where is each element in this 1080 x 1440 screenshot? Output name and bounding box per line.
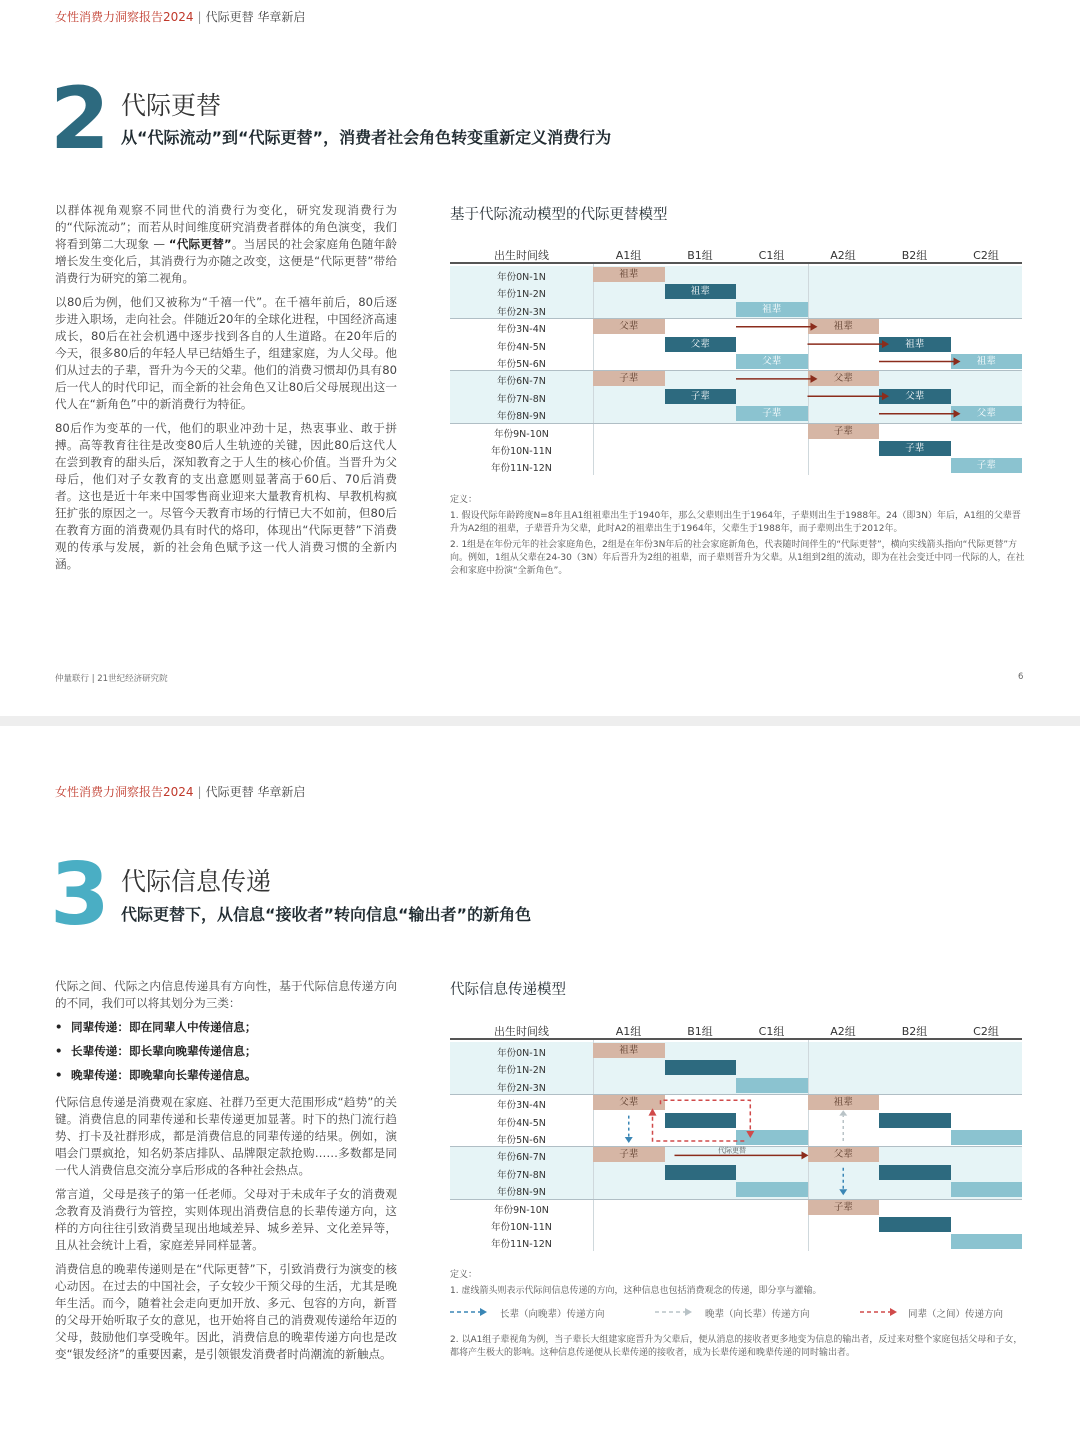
arrow-label: 代际更替 xyxy=(718,1146,746,1155)
row-label: 年份7N-8N xyxy=(497,1169,546,1181)
role-cell: 祖辈 xyxy=(951,354,1023,369)
row-label: 年份3N-4N xyxy=(497,324,546,336)
row-label: 年份6N-7N xyxy=(497,1152,546,1164)
arrow-legend xyxy=(450,1305,1025,1321)
role-cell: 子辈 xyxy=(808,424,880,439)
column-header: C2组 xyxy=(973,1025,999,1038)
column-header: C1组 xyxy=(758,249,785,262)
report-section: 代际更替 华章新启 xyxy=(205,10,306,24)
arrow-head xyxy=(649,1108,657,1115)
row-label: 年份1N-2N xyxy=(497,1065,546,1077)
definitions xyxy=(450,494,1025,581)
row-label: 年份0N-1N xyxy=(497,1048,546,1059)
running-header xyxy=(55,8,305,25)
role-cell: 祖辈 xyxy=(808,319,880,334)
row-label: 年份3N-4N xyxy=(497,1100,546,1112)
column-header: A1组 xyxy=(615,1025,642,1038)
role-cell: 父辈 xyxy=(879,389,951,404)
row-label: 年份10N-11N xyxy=(491,1222,552,1233)
intro-paragraph: 代际之间、代际之内信息传递具有方向性，基于代际信息传递方向的不同，我们可以将其划分为三类： xyxy=(55,979,397,1010)
arrow-head xyxy=(811,323,818,331)
column-header: B2组 xyxy=(901,1025,928,1038)
definitions-title: 定义： xyxy=(450,495,478,505)
definitions xyxy=(450,1269,1025,1301)
paragraph-text: 80后作为变革的一代，他们的职业冲劲十足，热衷事业、敢于拼搏。高等教育往往是改变80后人生轨迹的关键，因此80后这代人在尝到教育的甜头后，深知教育之于人生的核心价值。当晋升为父母后，他们对子女教育的支出意愿则显著高于60后、70后消费者。这也是近十年来中国零售商业迎来大量教育机构、早教机构疯狂扩张的原因之一。尽管今天教育市场的行情已大不如前，但80后在教育方面的消费观仍具有时代的烙印，体现出“代际更替”下消费观的传承与发展，新的社会角色赋予这一代人消费习惯的全新内涵。 xyxy=(55,421,397,571)
paragraph-text: 以群体视角观察不同世代的消费行为变化，研究发现消费行为的“代际流动”；而若从时间维度研究消费者群体的角色演变，我们将看到第二大现象 — xyxy=(55,203,397,251)
role-cell: 祖辈 xyxy=(736,302,808,317)
paragraph xyxy=(55,294,397,413)
row-label: 年份2N-3N xyxy=(497,306,546,318)
role-cell: 父辈 xyxy=(951,406,1023,421)
role-cell: 子辈 xyxy=(665,389,737,404)
definitions-title: 定义： xyxy=(450,1270,478,1280)
section-number: 2 xyxy=(50,69,110,169)
paragraph: 代际信息传递是消费观在家庭、社群乃至更大范围形成“趋势”的关键。消费信息的同辈传递和长辈传递更加显著。时下的热门流行趋势、打卡及社群形成，都是消费信息的同辈传递的结果。例如，演唱会门票疯抢，知名奶茶店排队、品牌限定款抢购……多数都是同一代人消费信息交流分享后形成的各种社会热点。 xyxy=(55,1095,397,1177)
row-label: 年份9N-10N xyxy=(494,1204,549,1216)
bullet-elder: • 长辈传递：即长辈向晚辈传递信息； xyxy=(55,1043,397,1060)
generation-grid xyxy=(450,244,1022,476)
transfer-types-list xyxy=(55,1019,397,1084)
row-label: 年份4N-5N xyxy=(497,341,546,353)
role-cell: 子辈 xyxy=(593,371,665,386)
definitions-2 xyxy=(450,1334,1025,1363)
page-number: 6 xyxy=(1018,672,1024,682)
bullet-junior: • 晚辈传递：即晚辈向长辈传递信息。 xyxy=(55,1067,397,1084)
row-label: 年份10N-11N xyxy=(491,446,552,457)
row-label: 年份11N-12N xyxy=(491,463,552,475)
report-brand: 女性消费力洞察报告2024 xyxy=(55,10,194,24)
definition-1: 1. 假设代际年龄跨度N=8年且A1组祖辈出生于1940年，那么父辈则出生于1964年，子辈则出生于1988年。24（即3N）年后，A1组的父辈晋升为A2组的祖辈，子辈晋升为父辈，此时A2的祖辈出生于1964年，父辈生于1988年，而子辈则出生于2012年。 xyxy=(450,511,1021,534)
paragraph: 常言道，父母是孩子的第一任老师。父母对于未成年子女的消费观念教育及消费行为管控，实则体现出消费信息的长辈传递方向，这样的方向往往引致消费呈现出地域差异、城乡差异、文化差异等，且从社会统计上看，家庭差异同样显著。 xyxy=(55,1187,397,1252)
role-cell: 子辈 xyxy=(808,1200,880,1215)
column-header: C1组 xyxy=(758,1025,785,1038)
role-cell: 祖辈 xyxy=(593,1043,665,1058)
column-header: C2组 xyxy=(973,249,999,262)
role-cell: 祖辈 xyxy=(879,337,951,352)
role-cell: 父辈 xyxy=(808,371,880,386)
role-cell: 父辈 xyxy=(665,337,737,352)
section-title: 代际信息传递 xyxy=(121,867,272,896)
transfer-grid xyxy=(450,1020,1022,1252)
section-subtitle: 代际更替下，从信息“接收者”转向信息“输出者”的新角色 xyxy=(121,905,532,924)
chart-title: 代际信息传递模型 xyxy=(450,982,566,998)
column-header: A2组 xyxy=(830,249,856,262)
emphasis: “代际更替” xyxy=(168,237,232,251)
column-header: 出生时间线 xyxy=(494,249,549,262)
role-cell: 子辈 xyxy=(593,1147,665,1162)
running-header xyxy=(55,783,305,800)
section-title: 代际更替 xyxy=(121,91,222,120)
paragraph: 消费信息的晚辈传递则是在“代际更替”下，引致消费行为演变的核心动因。在过去的中国社会，子女较少干预父母的生活，尤其是晚年生活。而今，随着社会走向更加开放、多元、包容的方向，新晋的父母开始听取子女的意见，也开始将自己的消费观传递给年迈的父母，鼓励他们享受晚年。因此，消费信息的晚辈传递方向也是改变“银发经济”的重要因素，是引领银发消费者时尚潮流的新触点。 xyxy=(55,1262,397,1361)
role-cell: 祖辈 xyxy=(808,1095,880,1110)
body-text xyxy=(55,202,397,580)
role-cell: 子辈 xyxy=(951,458,1023,473)
section-subtitle: 从“代际流动”到“代际更替”，消费者社会角色转变重新定义消费行为 xyxy=(121,128,612,147)
legend-junior: 晚辈（向长辈）传递方向 xyxy=(705,1309,810,1320)
peer-transfer-arrow xyxy=(653,1116,745,1141)
row-label: 年份8N-9N xyxy=(497,1187,546,1199)
arrow-head xyxy=(811,375,818,383)
paragraph-text: 。当居民的社会家庭角色随年龄增长发生变化后，其消费行为亦随之改变，这便是“代际更替”带给消费行为研究的第二视角。 xyxy=(55,237,397,285)
definition-1: 1. 虚线箭头则表示代际间信息传递的方向，这种信息也包括消费观念的传递，即分享与灌输。 xyxy=(450,1286,822,1296)
header-separator: | xyxy=(197,785,202,799)
section-number: 3 xyxy=(50,845,110,945)
peer-transfer-arrow xyxy=(661,1100,751,1133)
row-label: 年份7N-8N xyxy=(497,393,546,405)
paragraph xyxy=(55,202,397,287)
row-label: 年份4N-5N xyxy=(497,1117,546,1129)
arrow-head xyxy=(954,410,961,418)
role-cell: 父辈 xyxy=(808,1147,880,1162)
column-header: A2组 xyxy=(830,1025,856,1038)
arrow-head xyxy=(839,1110,847,1115)
role-cell: 父辈 xyxy=(593,319,665,334)
column-header: B1组 xyxy=(687,249,713,262)
arrow-head xyxy=(882,392,889,400)
transition-arrows xyxy=(450,244,1022,476)
bullet-peer: • 同辈传递：即在同辈人中传递信息； xyxy=(55,1019,397,1036)
role-cell: 祖辈 xyxy=(665,284,737,299)
arrow-head xyxy=(625,1137,633,1143)
row-label: 年份5N-6N xyxy=(497,359,546,370)
definition-2: 2. 1组是在年份元年的社会家庭角色，2组是在年份3N年后的社会家庭新角色，代表随时间伴生的“代际更替”，横向实线箭头指向“代际更替”方向。例如，1组从父辈在24-30（3N）年后晋升为2组的祖辈，而子辈则晋升为父辈。从1组到2组的流动，即为在社会变迁中同一代际的人，在社会和家庭中扮演“全新角色”。 xyxy=(450,540,1025,576)
report-section: 代际更替 华章新启 xyxy=(205,785,306,799)
paragraph-text: 以80后为例，他们又被称为“千禧一代”。在千禧年前后，80后逐步进入职场，走向社会。伴随近20年的全球化进程，中国经济高速成长，80后在社会机遇中逐步找到各自的人生道路。在20年后的今天，很多80后的年轻人早已结婚生子，组建家庭，为人父母。他们从过去的子辈，晋升为今天的父辈。他们的消费习惯却仍具有80后一代人的时代印记，而全新的社会角色又让80后父母展现出这一代人在“新角色”中的新消费行为特征。 xyxy=(55,295,397,411)
role-cell: 子辈 xyxy=(736,406,808,421)
arrow-head xyxy=(746,1131,754,1138)
report-page-6 xyxy=(0,0,1080,716)
body-text xyxy=(55,978,397,1370)
paragraph xyxy=(55,420,397,573)
header-separator: | xyxy=(197,10,202,24)
footer-credit: 仲量联行 | 21世纪经济研究院 xyxy=(55,674,168,684)
row-label: 年份1N-2N xyxy=(497,289,546,301)
row-label: 年份11N-12N xyxy=(491,1239,552,1251)
row-label: 年份0N-1N xyxy=(497,272,546,283)
report-page-7 xyxy=(0,726,1080,1440)
arrow-head xyxy=(839,1189,847,1195)
arrow-head xyxy=(802,1151,809,1159)
legend-peer: 同辈（之间）传递方向 xyxy=(908,1309,1004,1320)
row-label: 年份2N-3N xyxy=(497,1082,546,1094)
role-cell: 祖辈 xyxy=(593,267,665,282)
chart-title: 基于代际流动模型的代际更替模型 xyxy=(450,207,668,223)
column-header: A1组 xyxy=(615,249,642,262)
column-header: B2组 xyxy=(901,249,928,262)
definition-2: 2. 以A1组子辈视角为例，当子辈长大组建家庭晋升为父辈后，便从消息的接收者更多地变为信息的输出者，反过来对整个家庭包括父母和子女，都将产生极大的影响。这种信息传递便从长辈传递的接收者，成为长辈传递和晚辈传递的同时输出者。 xyxy=(450,1335,1023,1358)
row-label: 年份5N-6N xyxy=(497,1135,546,1146)
legend-elder: 长辈（向晚辈）传递方向 xyxy=(500,1309,605,1320)
arrow-head xyxy=(954,358,961,366)
role-cell: 子辈 xyxy=(879,441,951,456)
row-label: 年份9N-10N xyxy=(494,428,549,440)
column-header: B1组 xyxy=(687,1025,713,1038)
role-cell: 父辈 xyxy=(736,354,808,369)
row-label: 年份6N-7N xyxy=(497,376,546,388)
role-cell: 父辈 xyxy=(593,1095,665,1110)
report-brand: 女性消费力洞察报告2024 xyxy=(55,785,194,799)
column-header: 出生时间线 xyxy=(494,1025,549,1038)
row-label: 年份8N-9N xyxy=(497,411,546,423)
arrow-head xyxy=(882,340,889,348)
transition-arrows xyxy=(450,1020,1022,1252)
